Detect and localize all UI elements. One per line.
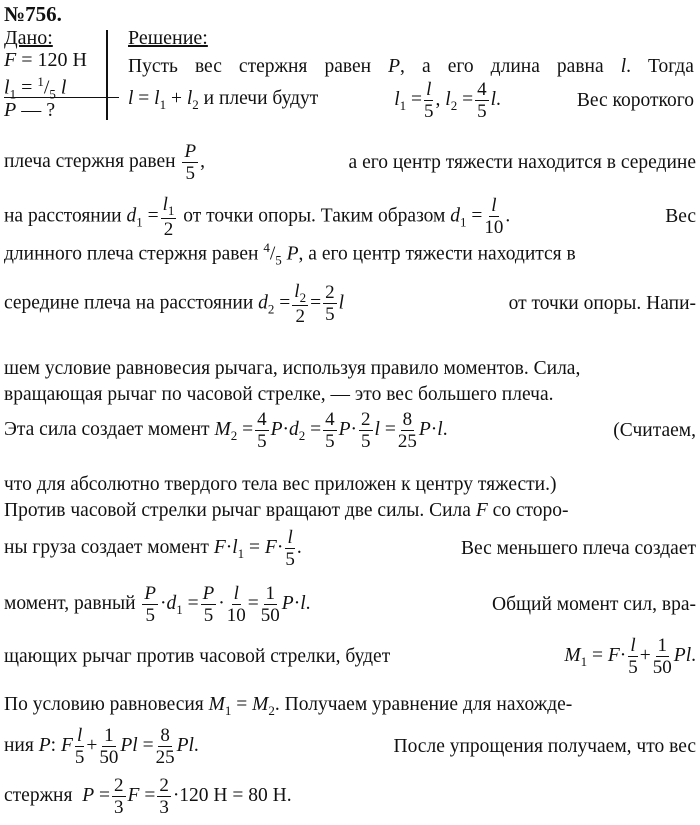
text-line-10: что для абсолютно твердого тела вес приложен к центру тяжести.) bbox=[4, 474, 557, 495]
text-line-9: Эта сила создает момент $M_2$ = $\frac{4}{5}$ $P\cdot d_2$ = $\frac{4}{5}$ P· $\frac{2}{5}$ l = $\frac{8}{25}$ P·l. (Считаем, bbox=[4, 409, 696, 452]
text-line-6: середине плеча на расстоянии $d_2$ = $\frac{l_2}{2}$ = $\frac{2}{5}$ l от точки опоры. Напи- bbox=[4, 281, 696, 327]
text-line-1: Пусть вес стержня равен P, а его длина равна l. Тогда bbox=[128, 56, 694, 77]
given-block bbox=[4, 27, 119, 121]
text-line-13: момент, равный $\frac{P}{5}$ $\cdot d_1$ = $\frac{P}{5}$ · $\frac{l}{10}$ = $\frac{1}{50}$ P·l. Общий момент сил, вра- bbox=[4, 583, 696, 626]
text-line-11: Против часовой стрелки рычаг вращают две силы. Сила F со сторо- bbox=[4, 500, 569, 521]
text-line-16: ния P: F $\frac{l}{5}$ + $\frac{1}{50}$ Pl = $\frac{8}{25}$ Pl. После упрощения получаем, что вес bbox=[4, 725, 696, 768]
given-header: Дано: bbox=[4, 27, 53, 49]
solution-header: Решение: bbox=[128, 27, 208, 49]
text-line-7: шем условие равновесия рычага, используя правило моментов. Сила, bbox=[4, 358, 581, 379]
text-line-14: щающих рычаг против часовой стрелки, будет $M_1 = F\cdot$ $\frac{l}{5}$ + $\frac{1}{50}$ Pl. bbox=[4, 635, 696, 678]
formula-M1: $M_1 = F\cdot$ $\frac{l}{5}$ + $\frac{1}{50}$ Pl. bbox=[564, 635, 696, 678]
given-divider bbox=[106, 30, 108, 120]
text-line-15: По условию равновесия $M_1 = M_2$. Получаем уравнение для нахожде- bbox=[4, 694, 573, 718]
given-force: F = 120 Н bbox=[4, 49, 87, 71]
text-line-8: вращающая рычаг по часовой стрелке, — это вес большего плеча. bbox=[4, 384, 554, 405]
text-line-12: ны груза создает момент $F\cdot l_1 = F\cdot$ $\frac{l}{5}$ . Вес меньшего плеча создает bbox=[4, 527, 696, 570]
formula-arms: $l_1$ = $\frac{l}{5}$ , $l_2$ = $\frac{4}{5}$ l. bbox=[394, 79, 501, 122]
find-value: P — ? bbox=[4, 97, 119, 121]
problem-number: №756. bbox=[4, 2, 62, 26]
text-line-3: плеча стержня равен $\frac{P}{5}$ , а его центр тяжести находится в середине bbox=[4, 141, 696, 184]
text-line-5: длинного плеча стержня равен $^4/_5$ P, а его центр тяжести находится в bbox=[4, 240, 576, 268]
given-arm: $l_1 = ^1/_5$ l bbox=[4, 74, 67, 102]
text-line-2: $l = l_1 + l_2$ и плечи будут $l_1$ = $\frac{l}{5}$ , $l_2$ = $\frac{4}{5}$ l. Вес короткого bbox=[128, 79, 694, 122]
text-line-17-answer: стержня P = $\frac{2}{3}$ F = $\frac{2}{3}$ ·120 Н = 80 Н. bbox=[4, 775, 292, 818]
text-line-4: на расстоянии $d_1$ = $\frac{l_1}{2}$ от точки опоры. Таким образом $d_1$ = $\frac{l}{10}$ . Вес bbox=[4, 194, 696, 240]
